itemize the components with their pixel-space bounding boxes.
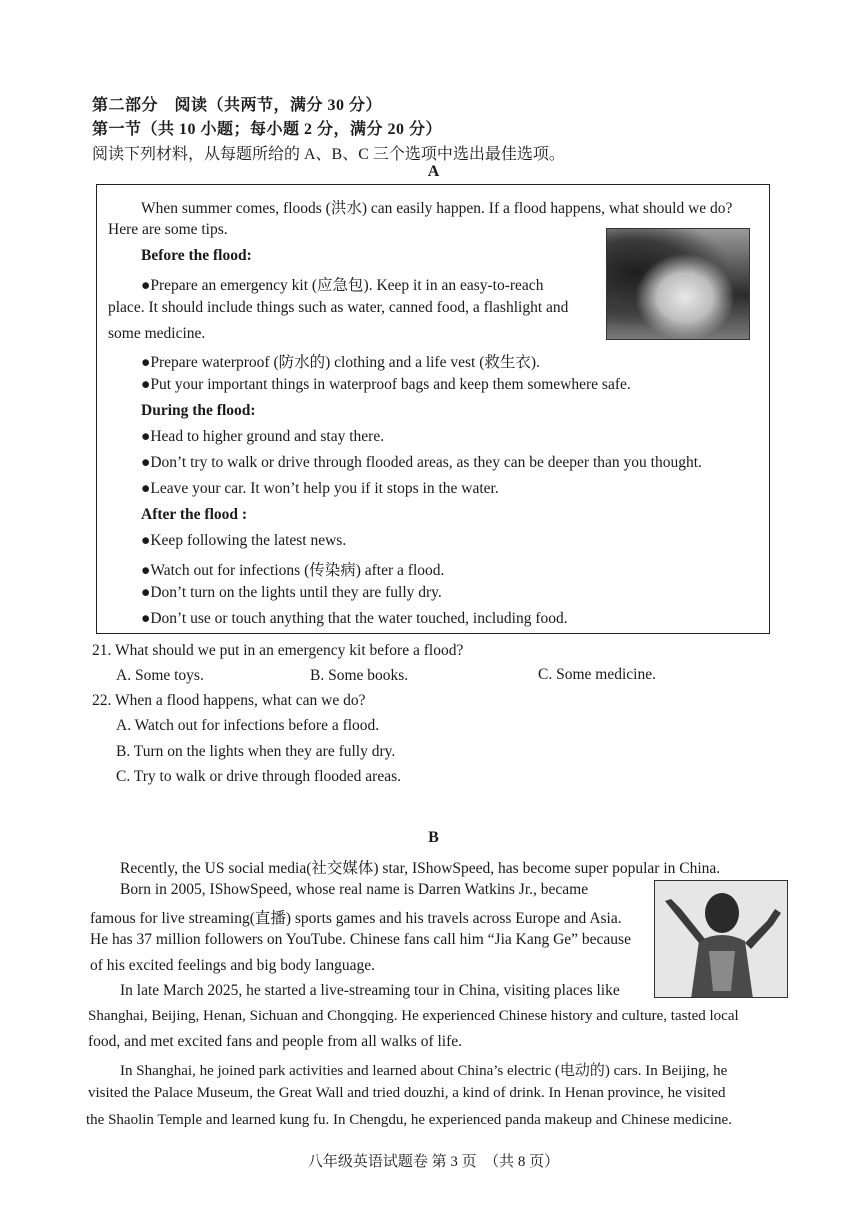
after-tip-3: ●Don’t turn on the lights until they are fully dry. (141, 584, 442, 601)
passage-b-p4-line2: visited the Palace Museum, the Great Wall and tried douzhi, a kind of drink. In Henan province, he visited (88, 1085, 726, 1101)
passage-a-intro-1: When summer comes, floods (洪水) can easily happen. If a flood happens, what should we do? (141, 200, 733, 217)
q22-option-c: C. Try to walk or drive through flooded areas. (116, 768, 401, 785)
q21-option-c: C. Some medicine. (538, 666, 656, 683)
during-tip-3: ●Leave your car. It won’t help you if it stops in the water. (141, 480, 499, 497)
during-tip-2: ●Don’t try to walk or drive through flooded areas, as they can be deeper than you thought. (141, 454, 702, 471)
passage-b-letter: B (428, 829, 439, 846)
during-tip-1: ●Head to higher ground and stay there. (141, 428, 385, 445)
before-tip-1b: place. It should include things such as water, canned food, a flashlight and (108, 299, 569, 316)
passage-b-p3-line2: Shanghai, Beijing, Henan, Sichuan and Chongqing. He experienced Chinese history and culture, tasted local (88, 1008, 739, 1024)
passage-a-intro-2: Here are some tips. (108, 221, 228, 238)
passage-b-p2-line4: of his excited feelings and big body language. (90, 957, 375, 974)
ishowspeed-photo (654, 880, 788, 998)
passage-b-p1: Recently, the US social media(社交媒体) star, IShowSpeed, has become super popular in China. (120, 860, 721, 877)
after-tip-4: ●Don’t use or touch anything that the water touched, including food. (141, 610, 568, 627)
instruction-text: 阅读下列材料，从每题所给的 A、B、C 三个选项中选出最佳选项。 (92, 146, 565, 163)
q22-option-a: A. Watch out for infections before a flood. (116, 717, 380, 734)
page-footer: 八年级英语试题卷 第 3 页 （共 8 页） (307, 1154, 560, 1170)
passage-b-p3-line3: food, and met excited fans and people from all walks of life. (88, 1033, 463, 1050)
section-heading: 第一节（共 10 小题；每小题 2 分，满分 20 分） (92, 121, 443, 138)
after-tip-2: ●Watch out for infections (传染病) after a flood. (141, 562, 445, 579)
passage-b-p2-line3: He has 37 million followers on YouTube. Chinese fans call him “Jia Kang Ge” because (90, 931, 631, 948)
during-heading: During the flood: (141, 402, 256, 419)
before-tip-1a: ●Prepare an emergency kit (应急包). Keep it in an easy-to-reach (141, 277, 544, 294)
after-heading: After the flood : (141, 506, 248, 523)
q22-option-b: B. Turn on the lights when they are fully dry. (116, 743, 396, 760)
question-21: 21. What should we put in an emergency kit before a flood? (92, 642, 464, 659)
before-tip-3: ●Put your important things in waterproof bags and keep them somewhere safe. (141, 376, 631, 393)
question-22: 22. When a flood happens, what can we do? (92, 692, 366, 709)
q21-option-b: B. Some books. (310, 667, 409, 684)
passage-b-p3-line1: In late March 2025, he started a live-streaming tour in China, visiting places like (120, 982, 620, 999)
passage-b-p2-line1: Born in 2005, IShowSpeed, whose real name is Darren Watkins Jr., became (120, 881, 589, 898)
after-tip-1: ●Keep following the latest news. (141, 532, 347, 549)
before-tip-1c: some medicine. (108, 325, 206, 342)
passage-b-p4-line3: the Shaolin Temple and learned kung fu. In Chengdu, he experienced panda makeup and Chinese medicine. (86, 1112, 732, 1128)
person-silhouette-icon (655, 881, 788, 998)
q21-option-a: A. Some toys. (116, 667, 204, 684)
before-tip-2: ●Prepare waterproof (防水的) clothing and a life vest (救生衣). (141, 354, 540, 371)
flood-photo (606, 228, 750, 340)
part-heading: 第二部分 阅读（共两节，满分 30 分） (92, 97, 383, 114)
passage-a-letter: A (427, 163, 440, 180)
passage-b-p4-line1: In Shanghai, he joined park activities and learned about China’s electric (电动的) cars. In Beijing, he (120, 1063, 728, 1079)
passage-b-p2-line2: famous for live streaming(直播) sports games and his travels across Europe and Asia. (90, 910, 622, 927)
before-heading: Before the flood: (141, 247, 252, 264)
